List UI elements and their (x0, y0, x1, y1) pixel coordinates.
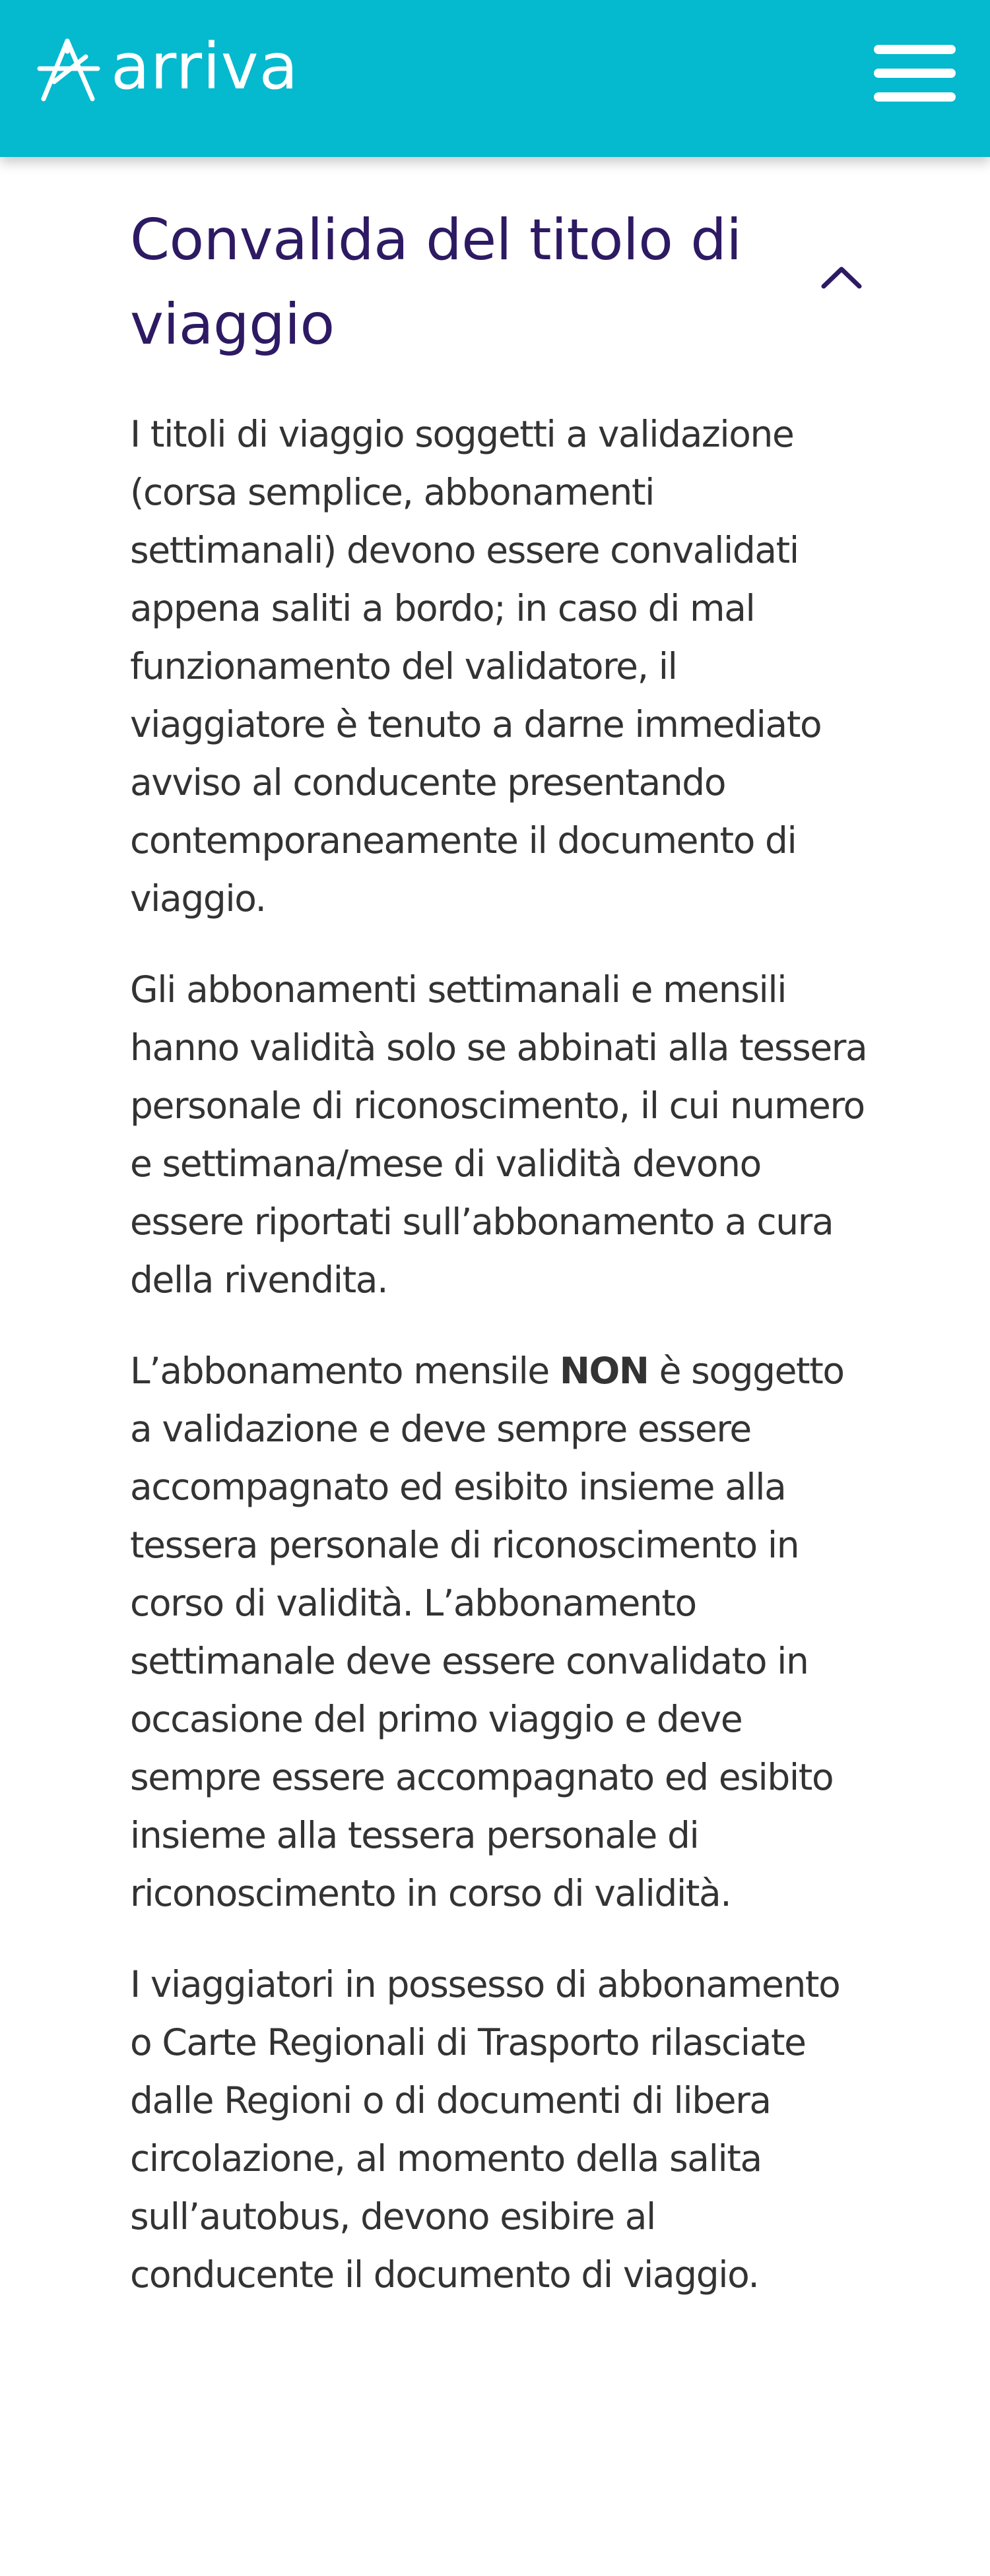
paragraph-regional-cards: I viaggiatori in possesso di abbonamento o Carte Regionali di Trasporto rilasciate dalle Regioni o di documenti di libera circolazione, al momento della salita sull’autobus, devono esibire al conducente il documento di viaggio. (130, 1963, 840, 2296)
paragraph-subscription-validity: Gli abbonamenti settimanali e mensili hanno validità solo se abbinati alla tessera personale di riconoscimento, il cui numero e settimana/mese di validità devono essere riportati sull’abbonamento a cura della rivendita. (130, 968, 867, 1301)
arriva-logo-icon (34, 34, 107, 107)
arriva-logo[interactable] (34, 30, 299, 107)
site-header (0, 0, 990, 157)
hamburger-menu-icon[interactable] (874, 45, 956, 102)
chevron-up-icon[interactable] (820, 264, 863, 290)
brand-name: arriva (111, 30, 299, 104)
paragraph-text-before: L’abbonamento mensile (130, 1350, 560, 1392)
paragraph-text-after: è soggetto a validazione e deve sempre essere accompagnato ed esibito insieme alla tessera personale di riconoscimento in corso di validità. L’abbonamento settimanale deve essere convalidato in occasione del primo viaggio e deve sempre essere accompagnato ed esibito insieme alla tessera personale di riconoscimento in corso di validità. (130, 1350, 844, 1914)
main-content (130, 198, 869, 2304)
section-title: Convalida del titolo di viaggio (130, 207, 742, 358)
paragraph-monthly-weekly (130, 1342, 869, 1922)
paragraph-validation: I titoli di viaggio soggetti a validazione (corsa semplice, abbonamenti settimanali) devono essere convalidati appena saliti a bordo; in caso di mal funzionamento del validatore, il viaggiatore è tenuto a darne immediato avviso al conducente presentando contemporaneamente il documento di viaggio. (130, 413, 822, 920)
emphasis-non: NON (559, 1350, 649, 1392)
accordion-header[interactable] (130, 198, 869, 367)
